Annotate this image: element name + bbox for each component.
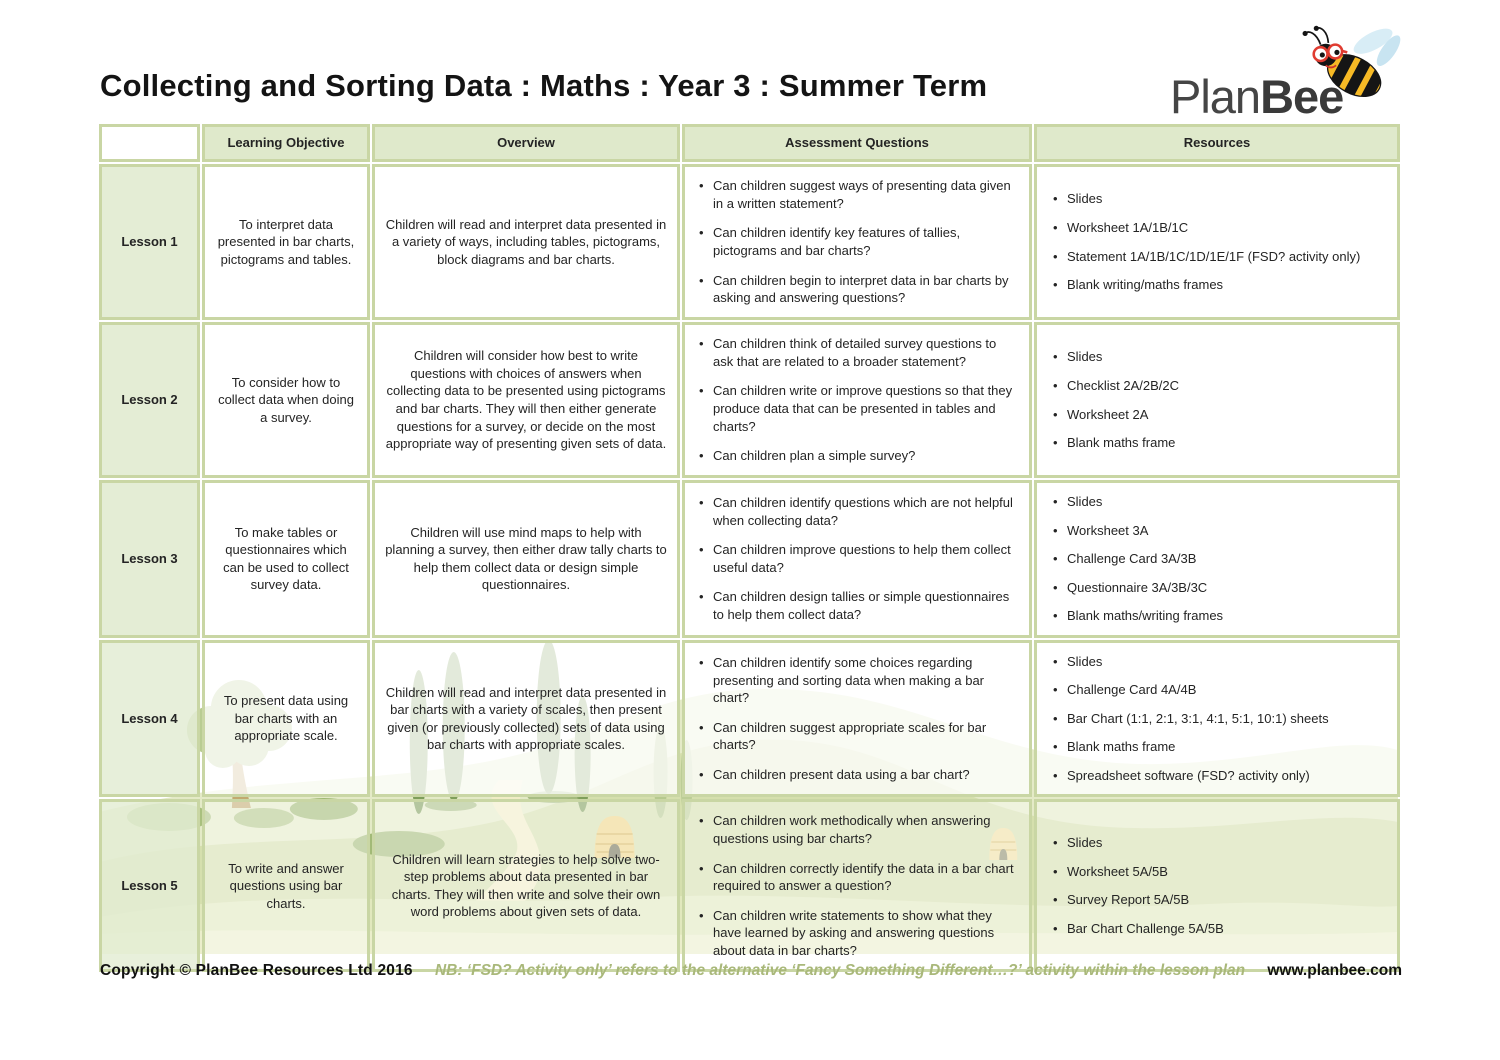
copyright-text: Copyright © PlanBee Resources Ltd 2016 — [100, 962, 413, 979]
lesson-1-row — [99, 164, 1400, 320]
lesson-5-objective: To write and answer questions using bar charts. — [202, 799, 370, 972]
assessment-question: • Can children present data using a bar chart? — [697, 766, 1017, 784]
lesson-5-overview: Children will learn strategies to help solve two-step problems about data presented in bar charts. They will then write and solve their own word problems about given sets of data. — [372, 799, 680, 972]
assessment-question: • Can children think of detailed survey questions to ask that are related to a broader statement? — [697, 335, 1017, 370]
resource-item: • Blank maths frame — [1051, 434, 1383, 452]
assessment-question: • Can children identify questions which are not helpful when collecting data? — [697, 494, 1017, 529]
resource-item: • Blank maths/writing frames — [1051, 607, 1383, 625]
website-url: www.planbee.com — [1267, 962, 1402, 979]
lesson-3-overview: Children will use mind maps to help with planning a survey, then either draw tally charts to help them collect data or design simple questionnaires. — [372, 480, 680, 638]
lesson-2-questions — [682, 322, 1032, 478]
resource-item: • Worksheet 3A — [1051, 522, 1383, 540]
lesson-2-row — [99, 322, 1400, 478]
lesson-5-resources — [1034, 799, 1400, 972]
resource-item: • Slides — [1051, 834, 1383, 852]
lesson-1-objective: To interpret data presented in bar charts, pictograms and tables. — [202, 164, 370, 320]
resource-item: • Blank writing/maths frames — [1051, 276, 1383, 294]
header-overview: Overview — [372, 124, 680, 162]
logo-plan: Plan — [1170, 70, 1261, 123]
lesson-3-resources — [1034, 480, 1400, 638]
assessment-question: • Can children begin to interpret data in bar charts by asking and answering questions? — [697, 272, 1017, 307]
resource-item: • Slides — [1051, 653, 1383, 671]
resource-item: • Bar Chart Challenge 5A/5B — [1051, 920, 1383, 938]
assessment-question: • Can children write statements to show what they have learned by asking and answering questions about data in bar charts? — [697, 907, 1017, 960]
table-header-row — [99, 124, 1400, 162]
resource-item: • Statement 1A/1B/1C/1D/1E/1F (FSD? activity only) — [1051, 248, 1383, 266]
resource-item: • Challenge Card 3A/3B — [1051, 550, 1383, 568]
lesson-2-objective: To consider how to collect data when doing a survey. — [202, 322, 370, 478]
lesson-2-overview: Children will consider how best to write questions with choices of answers when collecting data to be presented using pictograms and bar charts. They will then either generate questions for a survey, or decide on the most appropriate way of presenting given sets of data. — [372, 322, 680, 478]
assessment-question: • Can children improve questions to help them collect useful data? — [697, 541, 1017, 576]
lesson-4-questions — [682, 640, 1032, 798]
assessment-question: • Can children correctly identify the data in a bar chart required to answer a question? — [697, 860, 1017, 895]
lesson-4-overview: Children will read and interpret data presented in bar charts with a variety of scales, then present given (or previously collected) sets of data using bar charts with appropriate scales. — [372, 640, 680, 798]
corner-cell — [99, 124, 200, 162]
assessment-question: • Can children identify some choices regarding presenting and sorting data when making a bar chart? — [697, 654, 1017, 707]
resource-item: • Challenge Card 4A/4B — [1051, 681, 1383, 699]
resource-item: • Worksheet 2A — [1051, 406, 1383, 424]
planbee-wordmark — [1170, 70, 1344, 123]
lesson-5-label: Lesson 5 — [99, 799, 200, 972]
lesson-5-row — [99, 799, 1400, 972]
lesson-1-overview: Children will read and interpret data presented in a variety of ways, including tables, pictograms, block diagrams and bar charts. — [372, 164, 680, 320]
resource-item: • Slides — [1051, 190, 1383, 208]
lesson-plan-table — [97, 122, 1402, 974]
fsd-note: NB: ‘FSD? Activity only’ refers to the alternative ‘Fancy Something Different…?’ activity within the lesson plan — [434, 962, 1246, 979]
header-resources: Resources — [1034, 124, 1400, 162]
lesson-1-resources — [1034, 164, 1400, 320]
assessment-question: • Can children design tallies or simple questionnaires to help them collect data? — [697, 588, 1017, 623]
assessment-question: • Can children work methodically when answering questions using bar charts? — [697, 812, 1017, 847]
resource-item: • Slides — [1051, 493, 1383, 511]
lesson-3-row — [99, 480, 1400, 638]
resource-item: • Worksheet 1A/1B/1C — [1051, 219, 1383, 237]
resource-item: • Survey Report 5A/5B — [1051, 891, 1383, 909]
lesson-1-label: Lesson 1 — [99, 164, 200, 320]
assessment-question: • Can children identify key features of tallies, pictograms and bar charts? — [697, 224, 1017, 259]
resource-item: • Spreadsheet software (FSD? activity only) — [1051, 767, 1383, 785]
lesson-4-label: Lesson 4 — [99, 640, 200, 798]
logo-bee: Bee — [1260, 70, 1344, 123]
resource-item: • Bar Chart (1:1, 2:1, 3:1, 4:1, 5:1, 10:1) sheets — [1051, 710, 1383, 728]
lesson-5-questions — [682, 799, 1032, 972]
resource-item: • Questionnaire 3A/3B/3C — [1051, 579, 1383, 597]
lesson-3-questions — [682, 480, 1032, 638]
assessment-question: • Can children suggest appropriate scales for bar charts? — [697, 719, 1017, 754]
lesson-3-label: Lesson 3 — [99, 480, 200, 638]
lesson-4-resources — [1034, 640, 1400, 798]
lesson-4-objective: To present data using bar charts with an appropriate scale. — [202, 640, 370, 798]
resource-item: • Blank maths frame — [1051, 738, 1383, 756]
lesson-2-resources — [1034, 322, 1400, 478]
lesson-2-label: Lesson 2 — [99, 322, 200, 478]
page-title: Collecting and Sorting Data : Maths : Year 3 : Summer Term — [100, 68, 988, 103]
lesson-3-objective: To make tables or questionnaires which can be used to collect survey data. — [202, 480, 370, 638]
resource-item: • Slides — [1051, 348, 1383, 366]
resource-item: • Checklist 2A/2B/2C — [1051, 377, 1383, 395]
planbee-logo — [1170, 28, 1405, 123]
header-learning-objective: Learning Objective — [202, 124, 370, 162]
lesson-4-row — [99, 640, 1400, 798]
resource-item: • Worksheet 5A/5B — [1051, 863, 1383, 881]
header-assessment-questions: Assessment Questions — [682, 124, 1032, 162]
assessment-question: • Can children write or improve questions so that they produce data that can be presented in tables and charts? — [697, 382, 1017, 435]
assessment-question: • Can children suggest ways of presenting data given in a written statement? — [697, 177, 1017, 212]
lesson-1-questions — [682, 164, 1032, 320]
page-footer — [100, 962, 1402, 980]
assessment-question: • Can children plan a simple survey? — [697, 447, 1017, 465]
